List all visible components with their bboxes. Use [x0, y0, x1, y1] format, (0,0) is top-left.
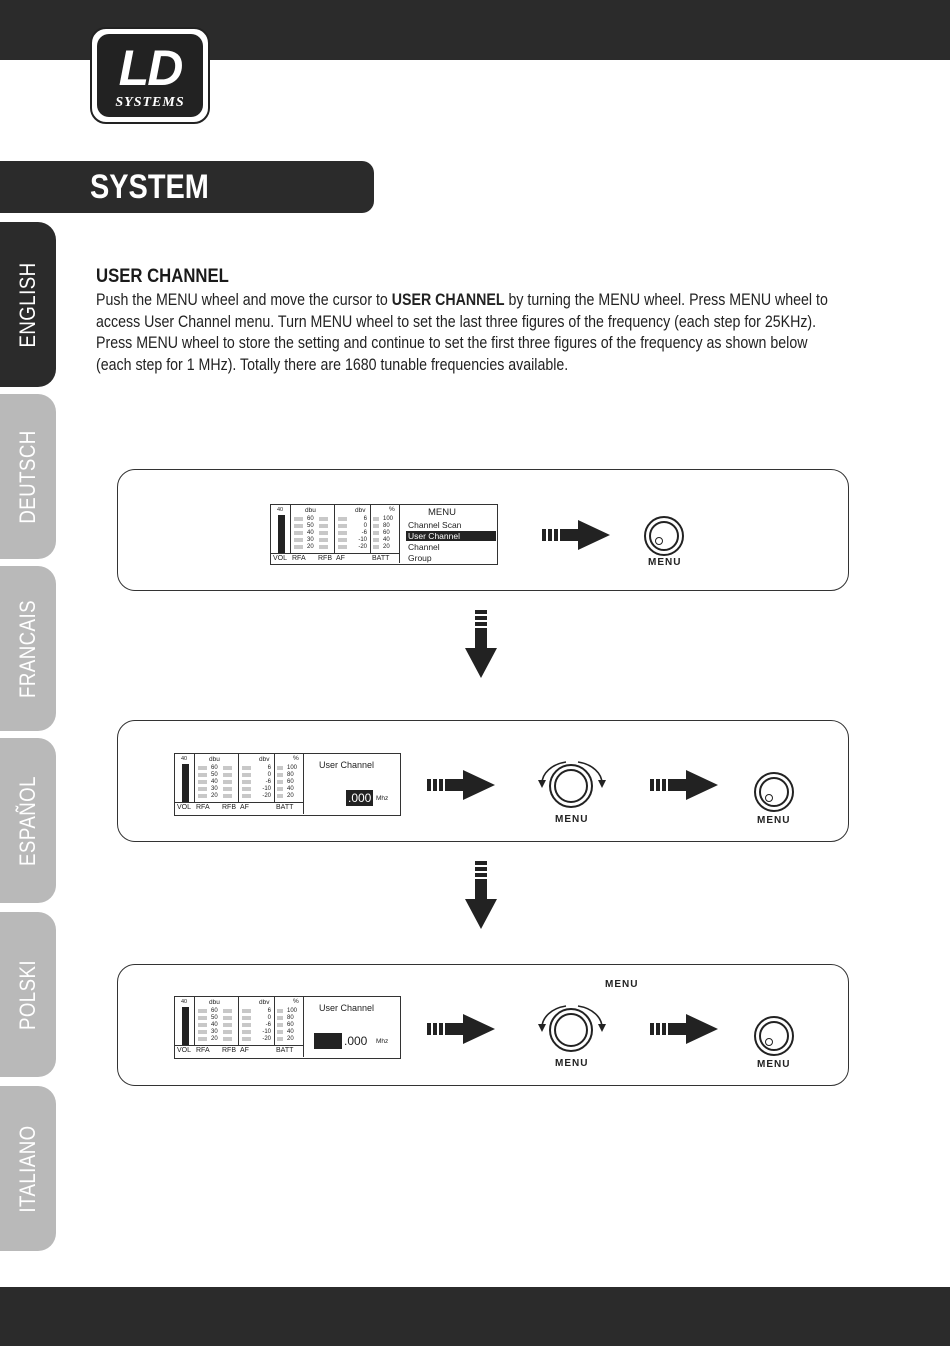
step3-dbu-seg-a — [198, 1023, 207, 1027]
step1-dbu-head: dbu — [305, 507, 316, 514]
ld-systems-logo — [90, 27, 210, 124]
step1-dbu-seg-a — [294, 517, 303, 521]
step2-meter-baseline — [175, 802, 303, 803]
step2-dbu-tick: 40 — [211, 779, 218, 785]
step1-foot-batt: BATT — [372, 555, 390, 562]
paragraph-part2: by turning the MENU wheel. Press MENU wheel to access User Channel menu. Turn MENU wheel to set the last three figures of the frequency (each step for 25KHz). Press MENU wheel to store the setting and continue to set the first three figures of the frequency as shown below (each step for 1 MHz). Totally there are 1680 tunable frequencies available. — [96, 291, 828, 374]
step3-pct-seg — [277, 1009, 283, 1013]
step1-foot-rfa: RFA — [292, 555, 306, 562]
step2-dbu-seg-a — [198, 773, 207, 777]
step3-dbu-seg-b — [223, 1016, 232, 1020]
step3-freq-highlight — [314, 1033, 342, 1049]
step1-menu-title: MENU — [428, 507, 456, 518]
step3-pct-tick: 60 — [287, 1022, 294, 1028]
step2-dbu-seg-a — [198, 794, 207, 798]
step1-divider-1 — [290, 505, 291, 553]
step2-screen-title: User Channel — [319, 760, 375, 770]
step3-foot-rfa: RFA — [196, 1047, 210, 1054]
step3-dbu-seg-b — [223, 1009, 232, 1013]
step3-lcd-display — [174, 996, 401, 1059]
step1-foot-vol: VOL — [273, 555, 288, 562]
step1-foot-af: AF — [336, 555, 345, 562]
step3-dbv-seg — [242, 1037, 251, 1041]
step2-knob1-label: MENU — [555, 814, 589, 825]
step1-dbu-seg-b — [319, 524, 328, 528]
step2-divider-3 — [274, 754, 275, 802]
step2-dbu-seg-a — [198, 780, 207, 784]
step3-pct-seg — [277, 1030, 283, 1034]
step2-dbv-seg — [242, 766, 251, 770]
step1-pct-tick: 40 — [383, 537, 390, 543]
step1-pct-seg — [373, 524, 379, 528]
step1-dbu-tick: 30 — [307, 537, 314, 543]
step2-foot-rfb: RFB — [222, 804, 236, 811]
step1-dbv-tick: 6 — [363, 516, 367, 522]
step3-dbv-tick: -20 — [262, 1036, 271, 1042]
step2-dbu-tick: 50 — [211, 772, 218, 778]
step2-dbu-seg-a — [198, 766, 207, 770]
step1-dbv-tick: -20 — [358, 544, 367, 550]
step3-screen-divider — [303, 997, 304, 1057]
tab-espanol-label: ESPAÑOL — [15, 775, 40, 866]
step3-freq-unit: Mhz — [376, 1038, 389, 1045]
step1-pct-seg — [373, 531, 379, 535]
step1-menu-item[interactable]: User Channel — [406, 531, 496, 541]
step3-dbv-tick: -6 — [265, 1022, 271, 1028]
step3-right-arrow-1-icon — [427, 1012, 497, 1046]
step3-dbv-seg — [242, 1009, 251, 1013]
step3-dbv-seg — [242, 1030, 251, 1034]
step1-pct-seg — [373, 545, 379, 549]
step2-dbv-tick: 0 — [267, 772, 271, 778]
step2-knob2-label: MENU — [757, 815, 791, 826]
step2-pct-tick: 20 — [287, 793, 294, 799]
step1-dbu-seg-a — [294, 545, 303, 549]
step1-dbv-seg — [338, 517, 347, 521]
step3-dbv-tick: 0 — [267, 1015, 271, 1021]
step3-dbu-seg-b — [223, 1030, 232, 1034]
step3-dbu-tick: 60 — [211, 1008, 218, 1014]
step1-menu-item[interactable]: Channel Scan — [408, 520, 462, 530]
step2-press-dot-icon — [765, 794, 773, 802]
section-title: SYSTEM — [90, 168, 209, 206]
step3-dbv-tick: -10 — [262, 1029, 271, 1035]
step2-vol-top: 40 — [181, 756, 188, 762]
tab-english[interactable] — [0, 222, 56, 387]
step1-dbv-tick: -10 — [358, 537, 367, 543]
step2-pct-seg — [277, 773, 283, 777]
tab-francais[interactable] — [0, 566, 56, 731]
logo-systems-text: SYSTEMS — [115, 95, 185, 110]
step3-foot-batt: BATT — [276, 1047, 294, 1054]
step1-dbu-seg-b — [319, 545, 328, 549]
step1-divider-2 — [334, 505, 335, 553]
step3-dbu-seg-a — [198, 1009, 207, 1013]
tab-italiano-label: ITALIANO — [15, 1124, 40, 1213]
down-arrow-2-icon — [464, 861, 498, 931]
step2-dbu-seg-b — [223, 766, 232, 770]
step3-press-dot-icon — [765, 1038, 773, 1046]
step1-dbu-tick: 40 — [307, 530, 314, 536]
step1-dbv-seg — [338, 538, 347, 542]
paragraph-bold: USER CHANNEL — [391, 291, 505, 309]
step1-menu-item[interactable]: Channel — [408, 542, 440, 552]
step2-pct-tick: 40 — [287, 786, 294, 792]
step3-right-arrow-2-icon — [650, 1012, 720, 1046]
step2-pct-seg — [277, 780, 283, 784]
step3-divider-3 — [274, 997, 275, 1045]
step3-pct-tick: 80 — [287, 1015, 294, 1021]
step1-foot-rfb: RFB — [318, 555, 332, 562]
step1-pct-seg — [373, 538, 379, 542]
logo-ld-text: LD — [118, 40, 182, 96]
step3-dbu-tick: 20 — [211, 1036, 218, 1042]
step2-foot-rfa: RFA — [196, 804, 210, 811]
step1-pct-tick: 20 — [383, 544, 390, 550]
tab-deutsch-label: DEUTSCH — [15, 429, 40, 524]
step1-pct-head: % — [389, 506, 395, 513]
step1-dbv-seg — [338, 531, 347, 535]
step2-foot-vol: VOL — [177, 804, 192, 811]
step3-dbu-seg-a — [198, 1037, 207, 1041]
step1-vol-top: 40 — [277, 507, 284, 513]
step1-dbu-tick: 50 — [307, 523, 314, 529]
step2-divider-1 — [194, 754, 195, 802]
step2-dbv-head: dbv — [259, 756, 270, 763]
step3-divider-1 — [194, 997, 195, 1045]
step2-screen-divider — [303, 754, 304, 814]
step3-dbu-seg-a — [198, 1030, 207, 1034]
step3-pct-seg — [277, 1023, 283, 1027]
step3-pct-seg — [277, 1037, 283, 1041]
step2-pct-seg — [277, 787, 283, 791]
step1-vol-bar — [278, 515, 285, 553]
step1-dbu-tick: 20 — [307, 544, 314, 550]
step3-meter-baseline — [175, 1045, 303, 1046]
step3-divider-2 — [238, 997, 239, 1045]
step3-dbu-seg-a — [198, 1016, 207, 1020]
step3-press-knob[interactable] — [754, 1016, 794, 1056]
paragraph-part1: Push the MENU wheel and move the cursor to — [96, 291, 392, 309]
step1-pct-seg — [373, 517, 379, 521]
step3-dbv-seg — [242, 1016, 251, 1020]
step3-vol-bar — [182, 1007, 189, 1045]
step3-dbu-tick: 50 — [211, 1015, 218, 1021]
tab-polski-label: POLSKI — [15, 959, 40, 1030]
step3-rotate-knob[interactable] — [549, 1008, 593, 1052]
step2-right-arrow-1-icon — [427, 768, 497, 802]
step3-foot-af: AF — [240, 1047, 249, 1054]
step3-dbu-head: dbu — [209, 999, 220, 1006]
step1-menu-knob[interactable] — [644, 516, 684, 556]
step2-dbu-tick: 30 — [211, 786, 218, 792]
step3-dbv-seg — [242, 1023, 251, 1027]
step1-pct-tick: 100 — [383, 516, 394, 522]
step1-screen-divider — [399, 505, 400, 563]
bottom-bar — [0, 1287, 950, 1346]
step2-foot-batt: BATT — [276, 804, 294, 811]
step2-pct-tick: 100 — [287, 765, 298, 771]
step2-divider-2 — [238, 754, 239, 802]
step3-vol-top: 40 — [181, 999, 188, 1005]
step1-dbv-seg — [338, 524, 347, 528]
step3-pct-seg — [277, 1016, 283, 1020]
step3-dbu-tick: 30 — [211, 1029, 218, 1035]
step3-foot-vol: VOL — [177, 1047, 192, 1054]
step1-dbv-seg — [338, 545, 347, 549]
step3-dbu-seg-b — [223, 1023, 232, 1027]
step3-pct-tick: 100 — [287, 1008, 298, 1014]
step3-dbv-head: dbv — [259, 999, 270, 1006]
step2-dbv-seg — [242, 780, 251, 784]
step2-dbu-seg-b — [223, 794, 232, 798]
step3-screen-title: User Channel — [319, 1003, 375, 1013]
step3-dbu-seg-b — [223, 1037, 232, 1041]
step1-dbv-tick: 0 — [363, 523, 367, 529]
step2-freq-unit: Mhz — [376, 795, 389, 802]
step2-press-knob[interactable] — [754, 772, 794, 812]
step2-pct-seg — [277, 766, 283, 770]
step2-pct-seg — [277, 794, 283, 798]
step1-dbu-seg-a — [294, 538, 303, 542]
step2-right-arrow-2-icon — [650, 768, 720, 802]
step2-dbv-tick: -6 — [265, 779, 271, 785]
step1-dbu-seg-b — [319, 517, 328, 521]
tab-deutsch[interactable] — [0, 394, 56, 559]
step2-foot-af: AF — [240, 804, 249, 811]
step2-dbv-seg — [242, 794, 251, 798]
step2-dbu-seg-b — [223, 787, 232, 791]
step2-dbu-tick: 60 — [211, 765, 218, 771]
step3-pct-head: % — [293, 998, 299, 1005]
step2-dbu-seg-b — [223, 773, 232, 777]
step2-dbu-head: dbu — [209, 756, 220, 763]
step1-menu-item[interactable]: Group — [408, 553, 432, 563]
step1-dbu-seg-b — [319, 538, 328, 542]
step3-dbu-tick: 40 — [211, 1022, 218, 1028]
step1-lcd-display — [270, 504, 498, 565]
step1-right-arrow-icon — [542, 518, 612, 552]
step3-pct-tick: 40 — [287, 1029, 294, 1035]
step1-knob-label: MENU — [648, 557, 682, 568]
tab-francais-label: FRANCAIS — [15, 599, 40, 698]
step2-pct-tick: 80 — [287, 772, 294, 778]
step1-dbv-head: dbv — [355, 507, 366, 514]
user-channel-heading: USER CHANNEL — [96, 266, 229, 287]
step2-vol-bar — [182, 764, 189, 802]
step2-lcd-display — [174, 753, 401, 816]
step2-rotate-knob[interactable] — [549, 764, 593, 808]
step1-press-dot-icon — [655, 537, 663, 545]
step3-freq-value: .000 — [344, 1034, 368, 1048]
tab-espanol[interactable] — [0, 738, 56, 903]
step2-dbv-tick: -20 — [262, 793, 271, 799]
step2-pct-head: % — [293, 755, 299, 762]
down-arrow-1-icon — [464, 610, 498, 680]
step2-dbv-tick: 6 — [267, 765, 271, 771]
step2-dbv-seg — [242, 773, 251, 777]
step2-dbv-seg — [242, 787, 251, 791]
step3-foot-rfb: RFB — [222, 1047, 236, 1054]
step1-divider-3 — [370, 505, 371, 553]
step3-knob2-label: MENU — [757, 1059, 791, 1070]
step2-pct-tick: 60 — [287, 779, 294, 785]
step3-dbv-tick: 6 — [267, 1008, 271, 1014]
step1-pct-tick: 60 — [383, 530, 390, 536]
step3-top-label: MENU — [605, 979, 639, 990]
tab-italiano[interactable] — [0, 1086, 56, 1251]
step3-pct-tick: 20 — [287, 1036, 294, 1042]
instructions-paragraph — [96, 290, 844, 376]
step2-dbu-seg-a — [198, 787, 207, 791]
step1-meter-baseline — [271, 553, 399, 554]
step2-dbu-tick: 20 — [211, 793, 218, 799]
step1-dbu-seg-a — [294, 531, 303, 535]
step1-dbu-seg-b — [319, 531, 328, 535]
step1-dbv-tick: -6 — [361, 530, 367, 536]
step2-dbu-seg-b — [223, 780, 232, 784]
tab-polski[interactable] — [0, 912, 56, 1077]
step1-dbu-seg-a — [294, 524, 303, 528]
step2-freq-value: .000 — [348, 791, 372, 805]
tab-english-label: ENGLISH — [15, 261, 40, 348]
step1-pct-tick: 80 — [383, 523, 390, 529]
step3-knob1-label: MENU — [555, 1058, 589, 1069]
step2-dbv-tick: -10 — [262, 786, 271, 792]
step1-dbu-tick: 60 — [307, 516, 314, 522]
